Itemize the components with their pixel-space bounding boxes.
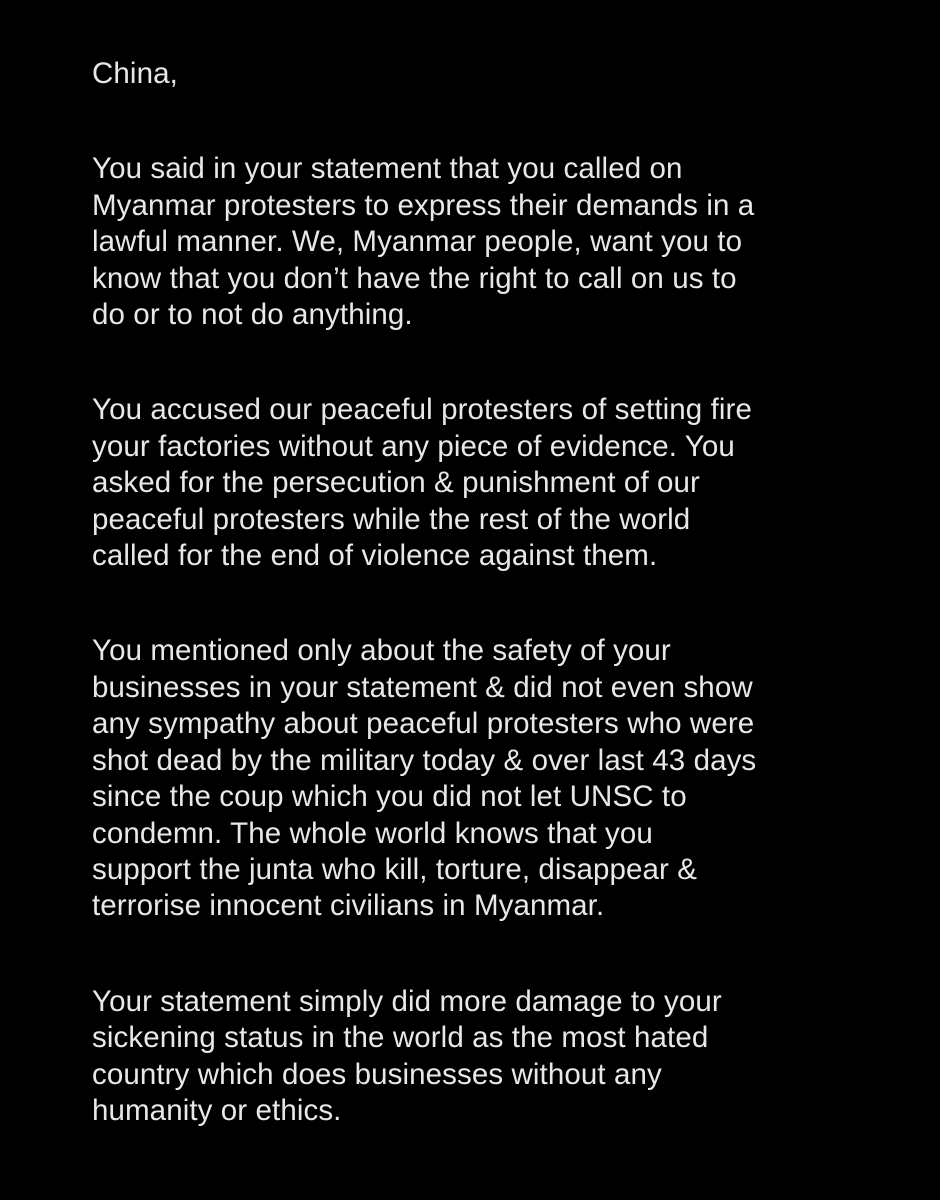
paragraph-line: Your statement simply did more damage to your [92, 984, 722, 1018]
paragraph-accusation [92, 392, 880, 574]
paragraph-line: any sympathy about peaceful protesters who were [92, 707, 755, 741]
paragraph-line: since the coup which you did not let UNSC to [92, 780, 687, 814]
paragraph-line: sickening status in the world as the most hated [92, 1021, 709, 1055]
paragraph-line: Myanmar protesters to express their demands in a [92, 188, 755, 222]
paragraph-line: shot dead by the military today & over last 43 days [92, 743, 757, 777]
paragraph-line: humanity or ethics. [92, 1093, 342, 1127]
paragraph-line: peaceful protesters while the rest of the world [92, 502, 691, 536]
salutation: China, [92, 57, 178, 90]
paragraph-line: lawful manner. We, Myanmar people, want you to [92, 225, 743, 259]
paragraph-line: businesses in your statement & did not even show [92, 670, 753, 704]
paragraph-line: country which does businesses without any [92, 1057, 662, 1091]
paragraph-line: do or to not do anything. [92, 298, 413, 332]
paragraph-line: You accused our peaceful protesters of setting fire [92, 393, 752, 427]
paragraph-lawful-manner [92, 151, 880, 333]
paragraph-line: support the junta who kill, torture, disappear & [92, 852, 697, 886]
paragraph-line: terrorise innocent civilians in Myanmar. [92, 889, 605, 923]
open-letter [92, 56, 880, 1129]
paragraph-conclusion [92, 984, 880, 1130]
paragraph-line: You mentioned only about the safety of your [92, 634, 671, 668]
paragraph-businesses [92, 633, 880, 924]
paragraph-line: condemn. The whole world knows that you [92, 816, 653, 850]
paragraph-line: know that you don’t have the right to call on us to [92, 261, 737, 295]
paragraph-line: your factories without any piece of evidence. You [92, 429, 735, 463]
paragraph-line: asked for the persecution & punishment of our [92, 466, 700, 500]
paragraph-line: You said in your statement that you called on [92, 152, 683, 186]
paragraph-line: called for the end of violence against them. [92, 539, 658, 573]
